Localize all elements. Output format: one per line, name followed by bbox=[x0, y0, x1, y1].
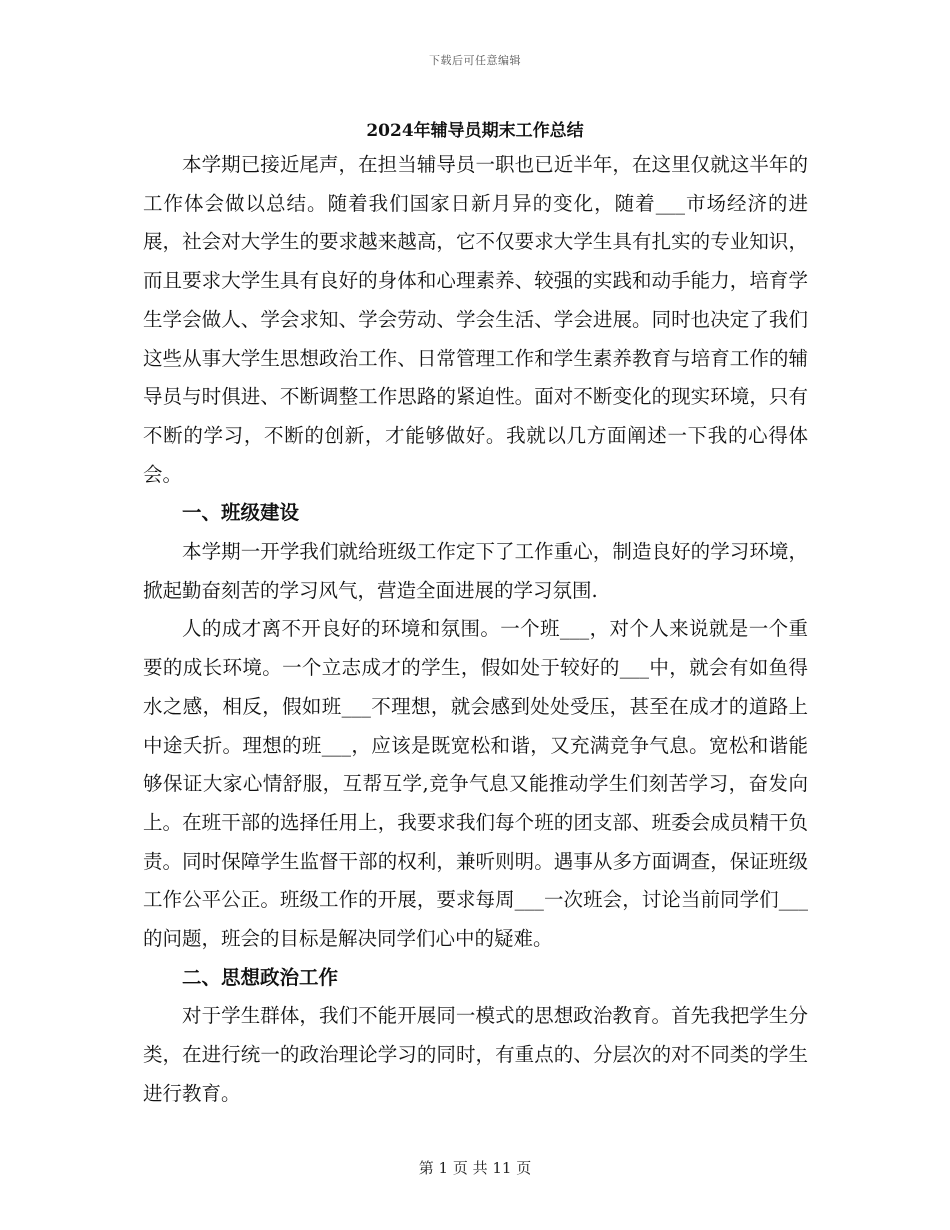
document-title: 2024年辅导员期末工作总结 bbox=[366, 121, 584, 141]
section-heading-political-work: 二、思想政治工作 bbox=[182, 965, 339, 989]
class-building-paragraph-2: 人的成才离不开良好的环境和氛围。一个班___，对个人来说就是一个重要的成长环境。一个立志成才的学生，假如处于较好的___中，就会有如鱼得水之感，相反，假如班___不理想，就会感到处处受压，甚至在成才的道路上中途夭折。理想的班___，应该是既宽松和谐，又充满竞争气息。宽松和谐能够保证大家心情舒服，互帮互学,竞争气息又能推动学生们刻苦学习，奋发向上。在班干部的选择任用上，我要求我们每个班的团支部、班委会成员精干负责。同时保障学生监督干部的权利，兼听则明。遇事从多方面调查，保证班级工作公平公正。班级工作的开展，要求每周___一次班会，讨论当前同学们___的问题，班会的目标是解决同学们心中的疑难。 bbox=[143, 617, 808, 951]
page-header-note: 下载后可任意编辑 bbox=[429, 54, 521, 67]
class-building-paragraph-1: 本学期一开学我们就给班级工作定下了工作重心，制造良好的学习环境，掀起勤奋刻苦的学习风气，营造全面进展的学习氛围. bbox=[143, 540, 808, 602]
political-work-paragraph-1: 对于学生群体，我们不能开展同一模式的思想政治教育。首先我把学生分类，在进行统一的政治理论学习的同时，有重点的、分层次的对不同类的学生进行教育。 bbox=[143, 1004, 808, 1105]
section-heading-class-building: 一、班级建设 bbox=[182, 501, 300, 525]
page-number-footer: 第 1 页 共 11 页 bbox=[418, 1159, 532, 1177]
document-body bbox=[143, 146, 808, 1114]
intro-paragraph: 本学期已接近尾声，在担当辅导员一职也已近半年，在这里仅就这半年的工作体会做以总结。随着我们国家日新月异的变化，随着___市场经济的进展，社会对大学生的要求越来越高，它不仅要求大学生具有扎实的专业知识，而且要求大学生具有良好的身体和心理素养、较强的实践和动手能力，培育学生学会做人、学会求知、学会劳动、学会生活、学会进展。同时也决定了我们这些从事大学生思想政治工作、日常管理工作和学生素养教育与培育工作的辅导员与时俱进、不断调整工作思路的紧迫性。面对不断变化的现实环境，只有不断的学习，不断的创新，才能够做好。我就以几方面阐述一下我的心得体会。 bbox=[143, 153, 808, 486]
